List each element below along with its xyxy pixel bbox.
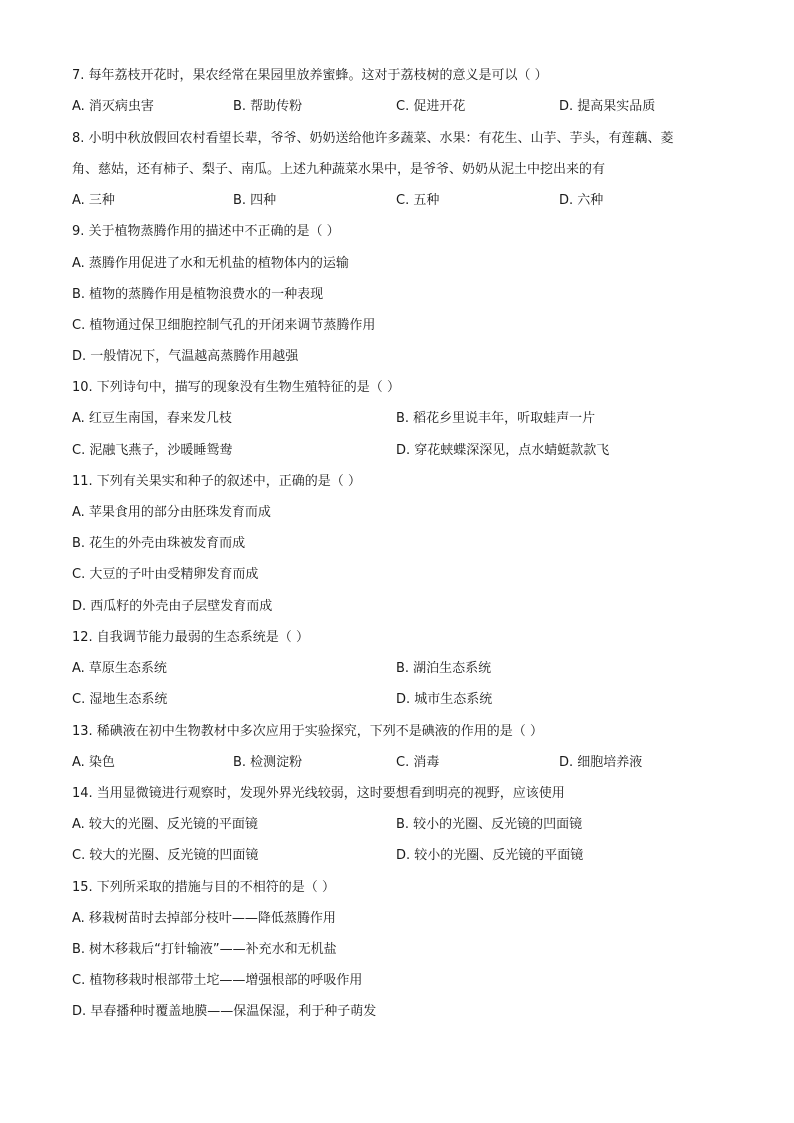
option-a: A. 三种: [72, 193, 115, 208]
option-c: C. 消毒: [396, 755, 440, 770]
question-15-option-d: D. 早春播种时覆盖地膜——保温保湿，利于种子萌发: [72, 1004, 377, 1019]
question-9-option-a: A. 蒸腾作用促进了水和无机盐的植物体内的运输: [72, 256, 349, 271]
question-15-option-c: C. 植物移栽时根部带土坨——增强根部的呼吸作用: [72, 973, 363, 988]
option-b: B. 较小的光圈、反光镜的凹面镜: [396, 817, 583, 832]
option-c: C. 较大的光圈、反光镜的凹面镜: [72, 848, 259, 863]
option-d: D. 细胞培养液: [559, 755, 643, 770]
option-d: D. 城市生态系统: [396, 692, 493, 707]
question-11-stem: 11. 下列有关果实和种子的叙述中，正确的是（ ）: [72, 474, 361, 489]
option-d: D. 六种: [559, 193, 604, 208]
option-c: C. 促进开花: [396, 99, 466, 114]
option-c: C. 五种: [396, 193, 440, 208]
question-8-stem-line-2: 角、慈姑，还有柿子、梨子、南瓜。上述九种蔬菜水果中，是爷爷、奶奶从泥土中挖出来的有: [72, 162, 606, 177]
question-10-stem: 10. 下列诗句中，描写的现象没有生物生殖特征的是（ ）: [72, 380, 400, 395]
question-7-stem: 7. 每年荔枝开花时，果农经常在果园里放养蜜蜂。这对于荔枝树的意义是可以（ ）: [72, 68, 548, 83]
question-11-option-a: A. 苹果食用的部分由胚珠发育而成: [72, 505, 271, 520]
question-9-stem: 9. 关于植物蒸腾作用的描述中不正确的是（ ）: [72, 224, 340, 239]
option-c: C. 湿地生态系统: [72, 692, 168, 707]
option-d: D. 较小的光圈、反光镜的平面镜: [396, 848, 584, 863]
question-11-option-d: D. 西瓜籽的外壳由子层壁发育而成: [72, 599, 273, 614]
question-11-option-b: B. 花生的外壳由珠被发育而成: [72, 536, 246, 551]
question-9-option-b: B. 植物的蒸腾作用是植物浪费水的一种表现: [72, 287, 324, 302]
option-a: A. 染色: [72, 755, 115, 770]
option-d: D. 穿花蛱蝶深深见，点水蜻蜓款款飞: [396, 443, 610, 458]
option-d: D. 提高果实品质: [559, 99, 656, 114]
option-b: B. 检测淀粉: [233, 755, 303, 770]
question-14-stem: 14. 当用显微镜进行观察时，发现外界光线较弱，这时要想看到明亮的视野，应该使用: [72, 786, 565, 801]
option-a: A. 草原生态系统: [72, 661, 167, 676]
option-b: B. 稻花乡里说丰年，听取蛙声一片: [396, 411, 596, 426]
question-8-stem-line-1: 8. 小明中秋放假回农村看望长辈，爷爷、奶奶送给他许多蔬菜、水果：有花生、山芋、芋头，有莲藕、菱: [72, 131, 674, 146]
option-b: B. 四种: [233, 193, 277, 208]
question-15-option-a: A. 移栽树苗时去掉部分枝叶——降低蒸腾作用: [72, 911, 336, 926]
option-a: A. 消灭病虫害: [72, 99, 154, 114]
option-c: C. 泥融飞燕子，沙暖睡鸳鸯: [72, 443, 233, 458]
option-a: A. 红豆生南国，春来发几枝: [72, 411, 232, 426]
question-9-option-c: C. 植物通过保卫细胞控制气孔的开闭来调节蒸腾作用: [72, 318, 376, 333]
question-12-stem: 12. 自我调节能力最弱的生态系统是（ ）: [72, 630, 309, 645]
question-13-stem: 13. 稀碘液在初中生物教材中多次应用于实验探究，下列不是碘液的作用的是（ ）: [72, 724, 543, 739]
question-9-option-d: D. 一般情况下，气温越高蒸腾作用越强: [72, 349, 299, 364]
question-11-option-c: C. 大豆的子叶由受精卵发育而成: [72, 567, 259, 582]
question-15-stem: 15. 下列所采取的措施与目的不相符的是（ ）: [72, 880, 335, 895]
question-15-option-b: B. 树木移栽后“打针输液”——补充水和无机盐: [72, 942, 337, 957]
option-b: B. 湖泊生态系统: [396, 661, 492, 676]
option-a: A. 较大的光圈、反光镜的平面镜: [72, 817, 258, 832]
option-b: B. 帮助传粉: [233, 99, 303, 114]
